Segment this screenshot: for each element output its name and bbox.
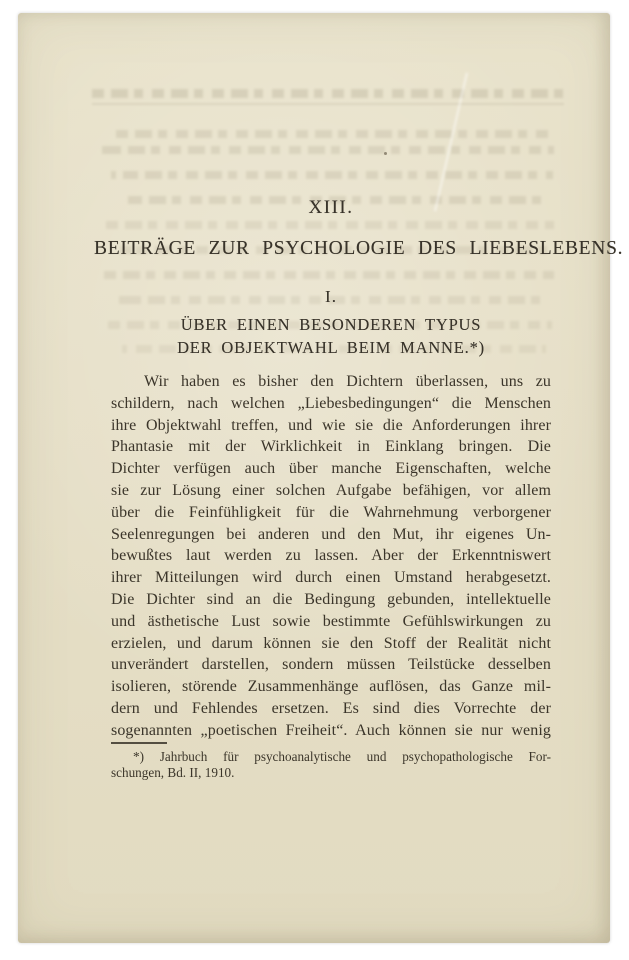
body-text-line: Dichter verfügen auch über manche Eigenschaften, welche (111, 460, 551, 478)
body-text-line: über die Feinfühligkeit für die Wahrnehmung verborgener (111, 503, 551, 521)
body-text-line: und ästhetische Lust sowie bestimmte Gefühlswirkungen zu (111, 612, 551, 630)
paper-speck (384, 152, 387, 155)
body-text-line: erzielen, und darum können sie den Stoff der Realität nicht (111, 634, 551, 652)
section-title-line-2: DER OBJEKTWAHL BEIM MANNE.*) (177, 338, 485, 357)
section-number: I. (325, 287, 337, 306)
body-text-line: sogenannten „poetischen Freiheit“. Auch können sie nur wenig (111, 721, 551, 739)
body-text-line: schildern, nach welchen „Liebesbedingungen“ die Menschen (111, 394, 551, 412)
body-text-line: Seelenregungen bei anderen und den Mut, ihr eigenes Un- (111, 525, 551, 543)
body-text-line: isolieren, störende Zusammenhänge auflösen, das Ganze mil- (111, 678, 551, 696)
body-text-line: sie zur Lösung einer solchen Aufgabe befähigen, vor allem (111, 481, 551, 499)
bleedthrough-line (116, 130, 548, 138)
footnote (111, 749, 551, 781)
footnote-rule (111, 742, 167, 744)
body-text (111, 371, 551, 742)
chapter-number: XIII. (308, 197, 354, 218)
bleedthrough-line (102, 146, 554, 154)
section-title-line-1: ÜBER EINEN BESONDEREN TYPUS (180, 315, 482, 334)
body-text-line: Phantasie mit der Wirklichkeit in Einklang bringen. Die (111, 438, 551, 456)
body-text-line: bewußtes laut werden zu lassen. Aber der Erkenntniswert (111, 547, 551, 565)
book-page-scan (18, 13, 624, 943)
body-text-line: ihrer Mitteilungen wird durch einen Umstand herabgesetzt. (111, 569, 551, 587)
chapter-title: BEITRÄGE ZUR PSYCHOLOGIE DES LIEBESLEBENS. (94, 238, 624, 259)
bleedthrough-line (92, 89, 564, 98)
body-text-line: ihre Objektwahl treffen, und wie sie die Anforderungen ihrer (111, 416, 551, 434)
footnote-line: *) Jahrbuch für psychoanalytische und psychopathologische For- (133, 749, 551, 764)
body-text-line: unverändert darstellen, sondern müssen Teilstücke desselben (111, 656, 551, 674)
bleedthrough-line (111, 171, 553, 179)
bleedthrough-line (104, 271, 554, 279)
footnote-line: schungen, Bd. II, 1910. (111, 764, 235, 780)
section-title (111, 313, 551, 359)
body-text-line: Die Dichter sind an die Bedingung gebunden, intellektuelle (111, 590, 551, 608)
bleedthrough-line (106, 221, 554, 229)
bleedthrough-rule (92, 103, 564, 105)
body-text-line: dern und Fehlendes ersetzen. Es sind dies Vorrechte der (111, 699, 551, 717)
body-text-line: Wir haben es bisher den Dichtern überlassen, uns zu (144, 373, 551, 390)
